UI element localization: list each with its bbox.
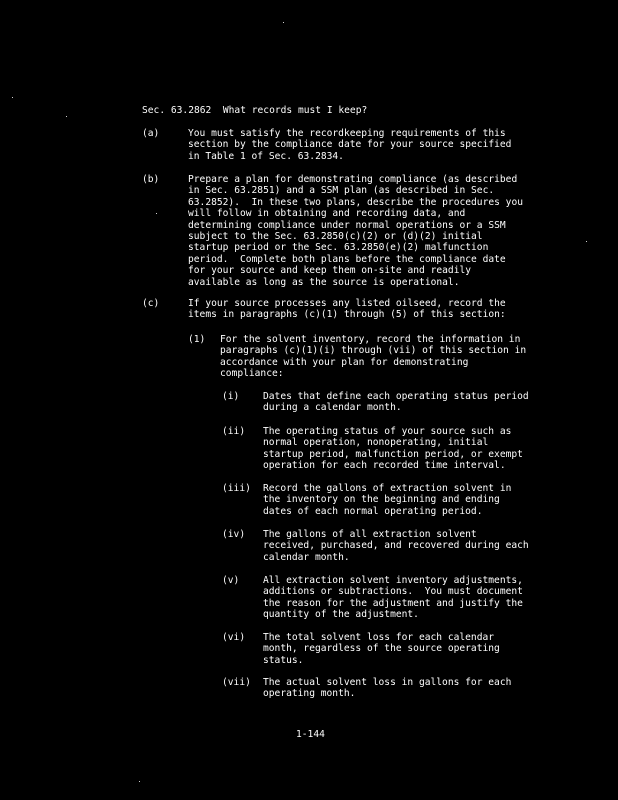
scan-speck (586, 241, 587, 242)
scan-speck (283, 22, 284, 23)
paragraph-label-c: (c) (142, 298, 160, 309)
item-vii-text: The actual solvent loss in gallons for each operating month. (263, 677, 512, 700)
paragraph-label-a: (a) (142, 128, 160, 139)
item-label-vii: (vii) (222, 677, 251, 688)
item-i-text: Dates that define each operating status period during a calendar month. (263, 391, 529, 414)
item-label-ii: (ii) (222, 426, 246, 437)
scan-speck (139, 781, 140, 782)
item-label-iv: (iv) (222, 529, 246, 540)
item-label-i: (i) (222, 391, 240, 402)
item-v-text: All extraction solvent inventory adjustments, additions or subtractions. You must document the reason for the adjustment and justify the quantity of the adjustment. (263, 575, 523, 621)
item-label-vi: (vi) (222, 632, 246, 643)
section-heading: Sec. 63.2862 What records must I keep? (142, 105, 368, 116)
item-ii-text: The operating status of your source such as normal operation, nonoperating, initial startup period, malfunction period, or exempt operation for each recorded time interval. (263, 426, 523, 472)
paragraph-b-text: Prepare a plan for demonstrating compliance (as described in Sec. 63.2851) and a SSM plan (as described in Sec. 63.2852). In these two plans, describe the procedures you will follow in obtaining and recording data, and determining compliance under normal operations or a SSM subject to the Sec. 63.2850(c)(2) or (d)(2) initial startup period or the Sec. 63.2850(e)(2) malfunction period. Complete both plans before the compliance date for your source and keep them on-site and readily available as long as the source is operational. (188, 174, 524, 288)
item-iii-text: Record the gallons of extraction solvent in the inventory on the beginning and ending dates of each normal operating period. (263, 483, 512, 517)
item-iv-text: The gallons of all extraction solvent received, purchased, and recovered during each calendar month. (263, 529, 529, 563)
item-label-v: (v) (222, 575, 240, 586)
paragraph-a-text: You must satisfy the recordkeeping requirements of this section by the compliance date for your source specified in Table 1 of Sec. 63.2834. (188, 128, 512, 162)
scan-speck (12, 97, 13, 98)
subparagraph-label-1: (1) (188, 334, 206, 345)
scan-speck (156, 213, 157, 214)
paragraph-label-b: (b) (142, 174, 160, 185)
page-number: 1-144 (296, 729, 325, 740)
scan-speck (66, 116, 67, 117)
item-vi-text: The total solvent loss for each calendar month, regardless of the source operating status. (263, 632, 500, 666)
paragraph-c-text: If your source processes any listed oilseed, record the items in paragraphs (c)(1) through (5) of this section: (188, 298, 506, 321)
item-label-iii: (iii) (222, 483, 251, 494)
subparagraph-1-text: For the solvent inventory, record the information in paragraphs (c)(1)(i) through (vii) of this section in accordance with your plan for demonstrating compliance: (220, 334, 527, 380)
